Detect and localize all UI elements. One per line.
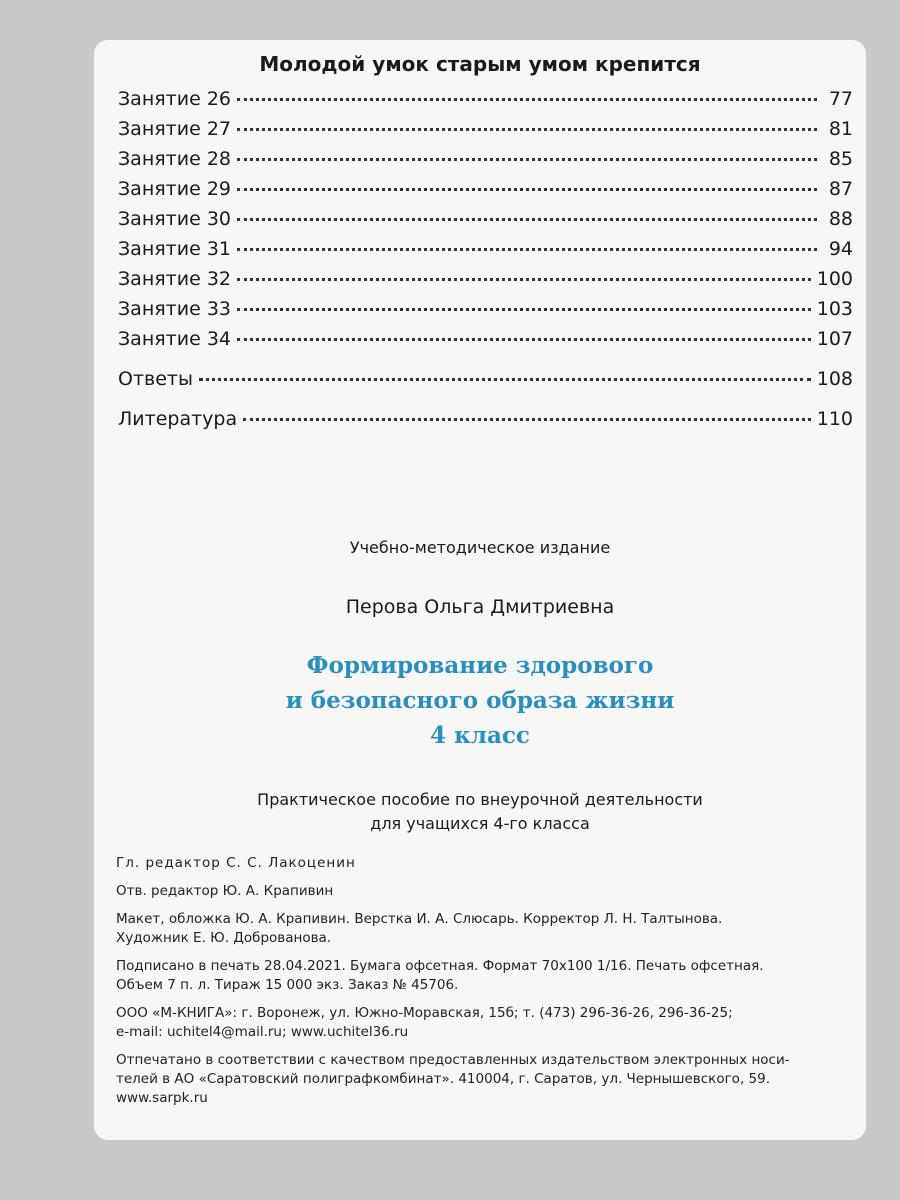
book-title-grade: 4 класс	[430, 722, 530, 749]
book-title	[94, 648, 866, 753]
edition-type: Учебно-методическое издание	[349, 538, 611, 557]
toc-entry-label: Занятие 31	[118, 238, 231, 260]
book-subtitle-line: Практическое пособие по внеурочной деятельности	[257, 790, 703, 809]
toc-entry-page: 87	[828, 178, 853, 200]
toc-entry-page: 85	[828, 148, 853, 170]
table-of-contents	[118, 88, 853, 438]
book-title-line: Формирование здорового	[306, 652, 654, 679]
toc-entry-label: Занятие 27	[118, 118, 231, 140]
print-details-line: Объем 7 п. л. Тираж 15 000 экз. Заказ № 45706.	[116, 977, 459, 993]
chief-editor: Гл. редактор С. С. Лакоценин	[116, 855, 356, 871]
toc-entry	[118, 368, 853, 398]
toc-entry-label: Занятие 30	[118, 208, 231, 230]
publisher-info	[116, 1004, 846, 1042]
print-details-line: Подписано в печать 28.04.2021. Бумага офсетная. Формат 70х100 1/16. Печать офсетная.	[116, 958, 764, 974]
toc-entry-page: 107	[816, 328, 853, 350]
toc-dot-leader	[237, 278, 811, 281]
toc-entry-page: 77	[828, 88, 853, 110]
toc-dot-leader	[199, 378, 811, 381]
toc-entry-label: Ответы	[118, 368, 193, 390]
toc-entry-page: 100	[816, 268, 853, 290]
toc-entry-label: Занятие 29	[118, 178, 231, 200]
toc-entry-page: 103	[816, 298, 853, 320]
book-page	[94, 40, 866, 1140]
printer-info-line: Отпечатано в соответствии с качеством предоставленных издательством электронных носи-	[116, 1052, 790, 1068]
toc-heading: Молодой умок старым умом крепится	[259, 52, 701, 76]
toc-dot-leader	[237, 158, 817, 161]
responsible-editor: Отв. редактор Ю. А. Крапивин	[116, 883, 334, 899]
book-subtitle-line: для учащихся 4-го класса	[370, 814, 590, 833]
toc-entry-label: Занятие 26	[118, 88, 231, 110]
layout-credits-line: Художник Е. Ю. Доброванова.	[116, 930, 332, 946]
toc-entry-label: Занятие 34	[118, 328, 231, 350]
layout-credits-line: Макет, обложка Ю. А. Крапивин. Верстка И. А. Слюсарь. Корректор Л. Н. Талтынова.	[116, 911, 723, 927]
publisher-info-line: ООО «М-КНИГА»: г. Воронеж, ул. Южно-Моравская, 15б; т. (473) 296-36-26, 296-36-25;	[116, 1005, 733, 1021]
toc-dot-leader	[237, 188, 817, 191]
toc-entry	[118, 268, 853, 298]
toc-entry	[118, 88, 853, 118]
toc-entry-page: 108	[816, 368, 853, 390]
toc-entry	[118, 408, 853, 438]
toc-dot-leader	[243, 418, 811, 421]
toc-dot-leader	[237, 98, 817, 101]
print-details	[116, 957, 846, 995]
toc-entry-label: Занятие 28	[118, 148, 231, 170]
toc-entry-label: Занятие 33	[118, 298, 231, 320]
toc-dot-leader	[237, 248, 817, 251]
layout-credits	[116, 910, 846, 948]
toc-entry	[118, 238, 853, 268]
toc-entry	[118, 298, 853, 328]
printer-website: www.sarpk.ru	[116, 1090, 208, 1106]
toc-entry-page: 81	[828, 118, 853, 140]
printer-info-line: телей в АО «Саратовский полиграфкомбинат». 410004, г. Саратов, ул. Чернышевского, 59.	[116, 1071, 770, 1087]
imprint-block	[116, 854, 846, 1117]
author-name: Перова Ольга Дмитриевна	[345, 596, 615, 618]
toc-entry	[118, 148, 853, 178]
publisher-contacts: e-mail: uchitel4@mail.ru; www.uchitel36.ru	[116, 1024, 409, 1040]
book-title-line: и безопасного образа жизни	[285, 687, 675, 714]
toc-dot-leader	[237, 218, 817, 221]
toc-dot-leader	[237, 308, 811, 311]
toc-entry	[118, 178, 853, 208]
toc-entry-label: Занятие 32	[118, 268, 231, 290]
book-subtitle	[94, 788, 866, 836]
toc-entry	[118, 118, 853, 148]
toc-dot-leader	[237, 128, 817, 131]
toc-entry	[118, 328, 853, 358]
toc-entry-page: 94	[828, 238, 853, 260]
printer-info	[116, 1051, 846, 1108]
toc-entry-label: Литература	[118, 408, 238, 430]
toc-dot-leader	[237, 338, 811, 341]
toc-entry	[118, 208, 853, 238]
toc-entry-page: 88	[828, 208, 853, 230]
toc-entry-page: 110	[816, 408, 853, 430]
